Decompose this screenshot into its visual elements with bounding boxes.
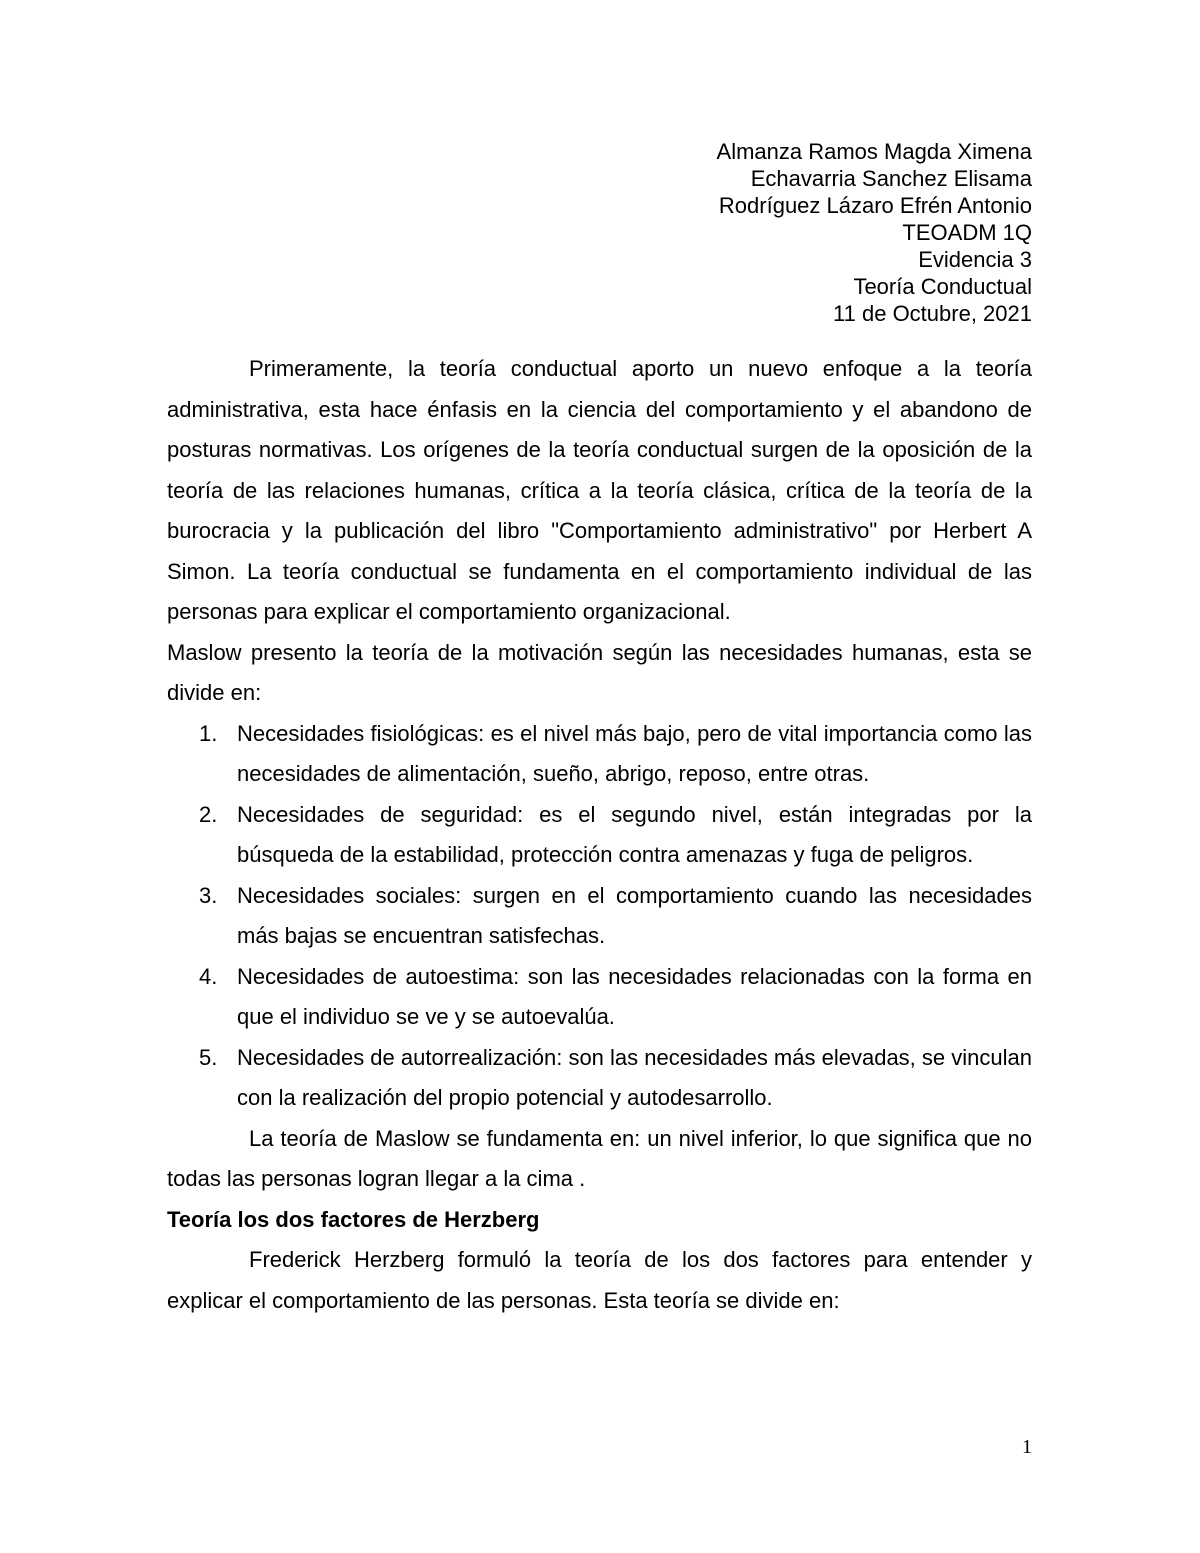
author-line-2: Echavarria Sanchez Elisama bbox=[750, 166, 1032, 191]
maslow-intro-paragraph: Maslow presento la teoría de la motivación según las necesidades humanas, esta se divide en: bbox=[167, 639, 1032, 705]
author-line-3: Rodríguez Lázaro Efrén Antonio bbox=[718, 193, 1032, 218]
list-item-text: Necesidades sociales: surgen en el comportamiento cuando las necesidades más bajas se encuentran satisfechas. bbox=[237, 882, 1032, 948]
document-date: 11 de Octubre, 2021 bbox=[833, 301, 1032, 326]
author-header-block bbox=[717, 138, 1032, 327]
herzberg-section-heading: Teoría los dos factores de Herzberg bbox=[167, 1206, 540, 1232]
list-item-number: 3. bbox=[199, 882, 218, 908]
list-item-number: 1. bbox=[199, 720, 218, 746]
list-item bbox=[199, 876, 1032, 957]
intro-paragraph: Primeramente, la teoría conductual aporto un nuevo enfoque a la teoría administrativa, esta hace énfasis en la ciencia del comportamiento y el abandono de posturas normativas. Los orígenes de la teoría conductual surgen de la oposición de la teoría de las relaciones humanas, crítica a la teoría clásica, crítica de la teoría de la burocracia y la publicación del libro "Comportamiento administrativo" por Herbert A Simon. La teoría conductual se fundamenta en el comportamiento individual de las personas para explicar el comportamiento organizacional. bbox=[167, 356, 1032, 624]
herzberg-paragraph: Frederick Herzberg formuló la teoría de los dos factores para entender y explicar el comportamiento de las personas. Esta teoría se divide en: bbox=[167, 1247, 1032, 1313]
page-number: 1 bbox=[1022, 1436, 1032, 1458]
list-item bbox=[199, 957, 1032, 1038]
list-item-number: 2. bbox=[199, 801, 218, 827]
course-code: TEOADM 1Q bbox=[902, 220, 1032, 245]
list-item bbox=[199, 1038, 1032, 1119]
document-body bbox=[167, 349, 1032, 1321]
assignment-name: Evidencia 3 bbox=[918, 247, 1032, 272]
list-item-number: 5. bbox=[199, 1044, 218, 1070]
list-item-number: 4. bbox=[199, 963, 218, 989]
list-item-text: Necesidades fisiológicas: es el nivel más bajo, pero de vital importancia como las necesidades de alimentación, sueño, abrigo, reposo, entre otras. bbox=[237, 720, 1032, 786]
maslow-conclusion-paragraph: La teoría de Maslow se fundamenta en: un nivel inferior, lo que significa que no todas las personas logran llegar a la cima . bbox=[167, 1125, 1032, 1191]
document-topic: Teoría Conductual bbox=[853, 274, 1032, 299]
list-item bbox=[199, 795, 1032, 876]
author-line-1: Almanza Ramos Magda Ximena bbox=[716, 139, 1032, 164]
list-item-text: Necesidades de seguridad: es el segundo nivel, están integradas por la búsqueda de la estabilidad, protección contra amenazas y fuga de peligros. bbox=[237, 801, 1032, 867]
list-item-text: Necesidades de autorrealización: son las necesidades más elevadas, se vinculan con la realización del propio potencial y autodesarrollo. bbox=[237, 1044, 1032, 1110]
maslow-needs-list bbox=[167, 714, 1032, 1119]
list-item-text: Necesidades de autoestima: son las necesidades relacionadas con la forma en que el individuo se ve y se autoevalúa. bbox=[237, 963, 1032, 1029]
list-item bbox=[199, 714, 1032, 795]
